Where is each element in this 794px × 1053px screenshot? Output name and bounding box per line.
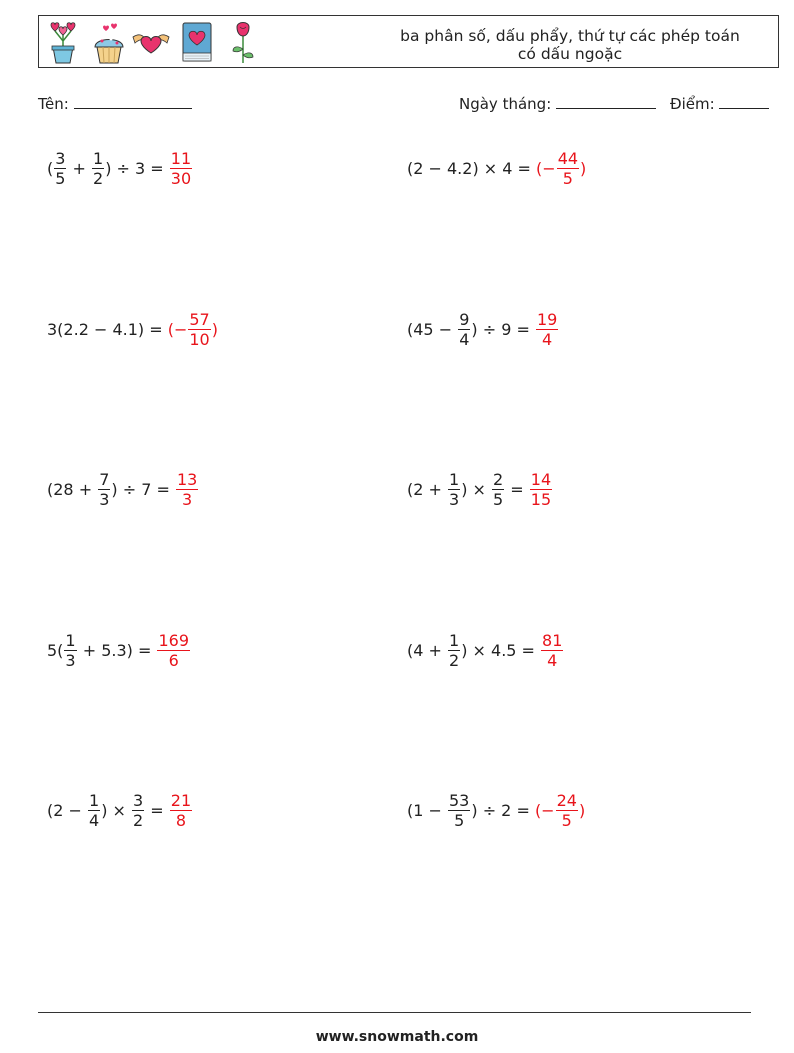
footer-divider xyxy=(38,1012,751,1013)
answer-fraction xyxy=(556,791,578,830)
expression xyxy=(407,470,529,509)
expression-text: 3(2.2 − 4.1) = xyxy=(47,319,168,339)
denominator: 4 xyxy=(542,329,553,349)
flower-pot-icon xyxy=(43,19,83,65)
expression xyxy=(407,159,536,178)
answer-fraction xyxy=(557,149,579,188)
date-blank[interactable] xyxy=(556,95,656,109)
name-blank[interactable] xyxy=(74,95,192,109)
numerator: 2 xyxy=(493,469,504,489)
score-label: Điểm: xyxy=(670,95,715,113)
denominator: 30 xyxy=(170,168,192,188)
fraction xyxy=(448,791,470,830)
expression xyxy=(47,631,156,670)
expression-text: ) ÷ 3 = xyxy=(105,158,169,178)
denominator: 3 xyxy=(99,489,110,509)
denominator: 2 xyxy=(93,168,104,188)
worksheet-header xyxy=(38,15,779,68)
denominator: 3 xyxy=(65,650,76,670)
expression-text: (45 − xyxy=(407,319,458,339)
denominator: 4 xyxy=(459,329,470,349)
answer-fraction xyxy=(530,470,552,509)
fraction xyxy=(492,470,504,509)
expression xyxy=(47,320,168,339)
date-field xyxy=(459,95,656,113)
numerator: 7 xyxy=(99,469,110,489)
denominator: 4 xyxy=(547,650,558,670)
fraction xyxy=(92,149,104,188)
expression-text: ) ÷ 9 = xyxy=(471,319,535,339)
problem-9 xyxy=(47,780,193,840)
answer xyxy=(535,310,559,349)
name-field xyxy=(38,95,192,113)
problem-6 xyxy=(407,459,553,519)
numerator: 53 xyxy=(449,790,470,810)
fraction xyxy=(64,631,76,670)
numerator: 14 xyxy=(530,469,552,489)
rose-icon xyxy=(223,19,263,65)
numerator: 169 xyxy=(158,630,189,650)
denominator: 5 xyxy=(561,810,572,830)
numerator: 3 xyxy=(133,790,144,810)
denominator: 3 xyxy=(449,489,460,509)
numerator: 1 xyxy=(89,790,100,810)
answer-text: (− xyxy=(536,158,556,178)
expression-text: + 5.3) = xyxy=(77,640,157,660)
answer-text: ) xyxy=(578,800,586,820)
expression-text: (2 + xyxy=(407,479,447,499)
fraction xyxy=(448,631,460,670)
problem-4 xyxy=(407,299,559,359)
expression-text: ( xyxy=(47,158,54,178)
expression xyxy=(47,149,169,188)
footer-url[interactable]: www.snowmath.com xyxy=(315,1029,479,1045)
denominator: 2 xyxy=(133,810,144,830)
expression xyxy=(407,310,535,349)
fraction xyxy=(54,149,66,188)
problem-1 xyxy=(47,138,193,198)
numerator: 24 xyxy=(556,790,577,810)
expression xyxy=(47,791,169,830)
answer-fraction xyxy=(541,631,563,670)
numerator: 11 xyxy=(170,148,192,168)
denominator: 8 xyxy=(175,810,187,830)
fraction xyxy=(132,791,144,830)
expression xyxy=(47,470,175,509)
problem-3 xyxy=(47,299,218,359)
numerator: 19 xyxy=(536,309,558,329)
problem-5 xyxy=(47,459,199,519)
winged-heart-icon xyxy=(131,19,171,65)
heart-book-icon xyxy=(177,19,217,65)
expression-text: ) × xyxy=(461,479,492,499)
numerator: 44 xyxy=(557,148,579,168)
denominator: 15 xyxy=(530,489,552,509)
fraction xyxy=(458,310,470,349)
expression-text: = xyxy=(145,800,169,820)
answer-fraction xyxy=(170,149,192,188)
name-label: Tên: xyxy=(38,95,69,113)
title-line-1: ba phân số, dấu phẩy, thứ tự các phép toán xyxy=(400,27,740,45)
answer-fraction xyxy=(170,791,192,830)
denominator: 5 xyxy=(454,810,465,830)
answer xyxy=(535,791,585,830)
worksheet-title xyxy=(380,27,760,63)
fraction xyxy=(88,791,100,830)
score-field xyxy=(670,95,769,113)
denominator: 6 xyxy=(168,650,179,670)
problem-10 xyxy=(407,780,585,840)
expression-text: (1 − xyxy=(407,800,447,820)
answer-fraction xyxy=(188,310,210,349)
expression-text: ) ÷ 2 = xyxy=(471,800,535,820)
answer xyxy=(529,470,553,509)
score-blank[interactable] xyxy=(719,95,769,109)
answer-text: ) xyxy=(580,158,587,178)
denominator: 5 xyxy=(493,489,504,509)
numerator: 57 xyxy=(189,309,210,329)
date-label: Ngày tháng: xyxy=(459,95,552,113)
fraction xyxy=(98,470,110,509)
problem-2 xyxy=(407,138,586,198)
answer xyxy=(169,149,193,188)
expression-text: (2 − 4.2) × 4 = xyxy=(407,158,537,178)
answer-text: (− xyxy=(534,800,555,820)
denominator: 2 xyxy=(449,650,460,670)
denominator: 5 xyxy=(55,168,66,188)
numerator: 1 xyxy=(65,630,76,650)
denominator: 10 xyxy=(189,329,210,349)
numerator: 1 xyxy=(449,630,460,650)
answer xyxy=(169,791,193,830)
expression-text: = xyxy=(505,479,529,499)
problem-8 xyxy=(407,620,564,680)
answer xyxy=(536,149,586,188)
expression-text: (2 − xyxy=(47,800,87,820)
numerator: 3 xyxy=(55,148,66,168)
answer-text: (− xyxy=(167,319,188,339)
answer-fraction xyxy=(176,470,198,509)
answer xyxy=(175,470,199,509)
expression-text: 5( xyxy=(47,640,64,660)
title-line-2: có dấu ngoặc xyxy=(517,45,623,63)
answer xyxy=(540,631,564,670)
answer-text: ) xyxy=(211,319,218,339)
answer-fraction xyxy=(536,310,558,349)
expression-text: ) ÷ 7 = xyxy=(111,479,175,499)
numerator: 1 xyxy=(449,469,460,489)
numerator: 13 xyxy=(176,469,198,489)
cupcake-icon xyxy=(89,19,129,65)
numerator: 1 xyxy=(93,148,104,168)
answer xyxy=(156,631,191,670)
denominator: 5 xyxy=(562,168,573,188)
expression-text: + xyxy=(67,158,92,178)
numerator: 9 xyxy=(459,309,470,329)
expression-text: ) × 4.5 = xyxy=(461,640,541,660)
denominator: 3 xyxy=(182,489,193,509)
expression-text: ) × xyxy=(101,800,132,820)
expression-text: (28 + xyxy=(47,479,98,499)
fraction xyxy=(448,470,460,509)
numerator: 21 xyxy=(170,790,192,810)
answer-fraction xyxy=(157,631,190,670)
expression xyxy=(407,791,535,830)
answer xyxy=(168,310,218,349)
expression xyxy=(407,631,540,670)
problem-7 xyxy=(47,620,191,680)
numerator: 81 xyxy=(542,630,563,650)
expression-text: (4 + xyxy=(407,640,447,660)
denominator: 4 xyxy=(89,810,100,830)
